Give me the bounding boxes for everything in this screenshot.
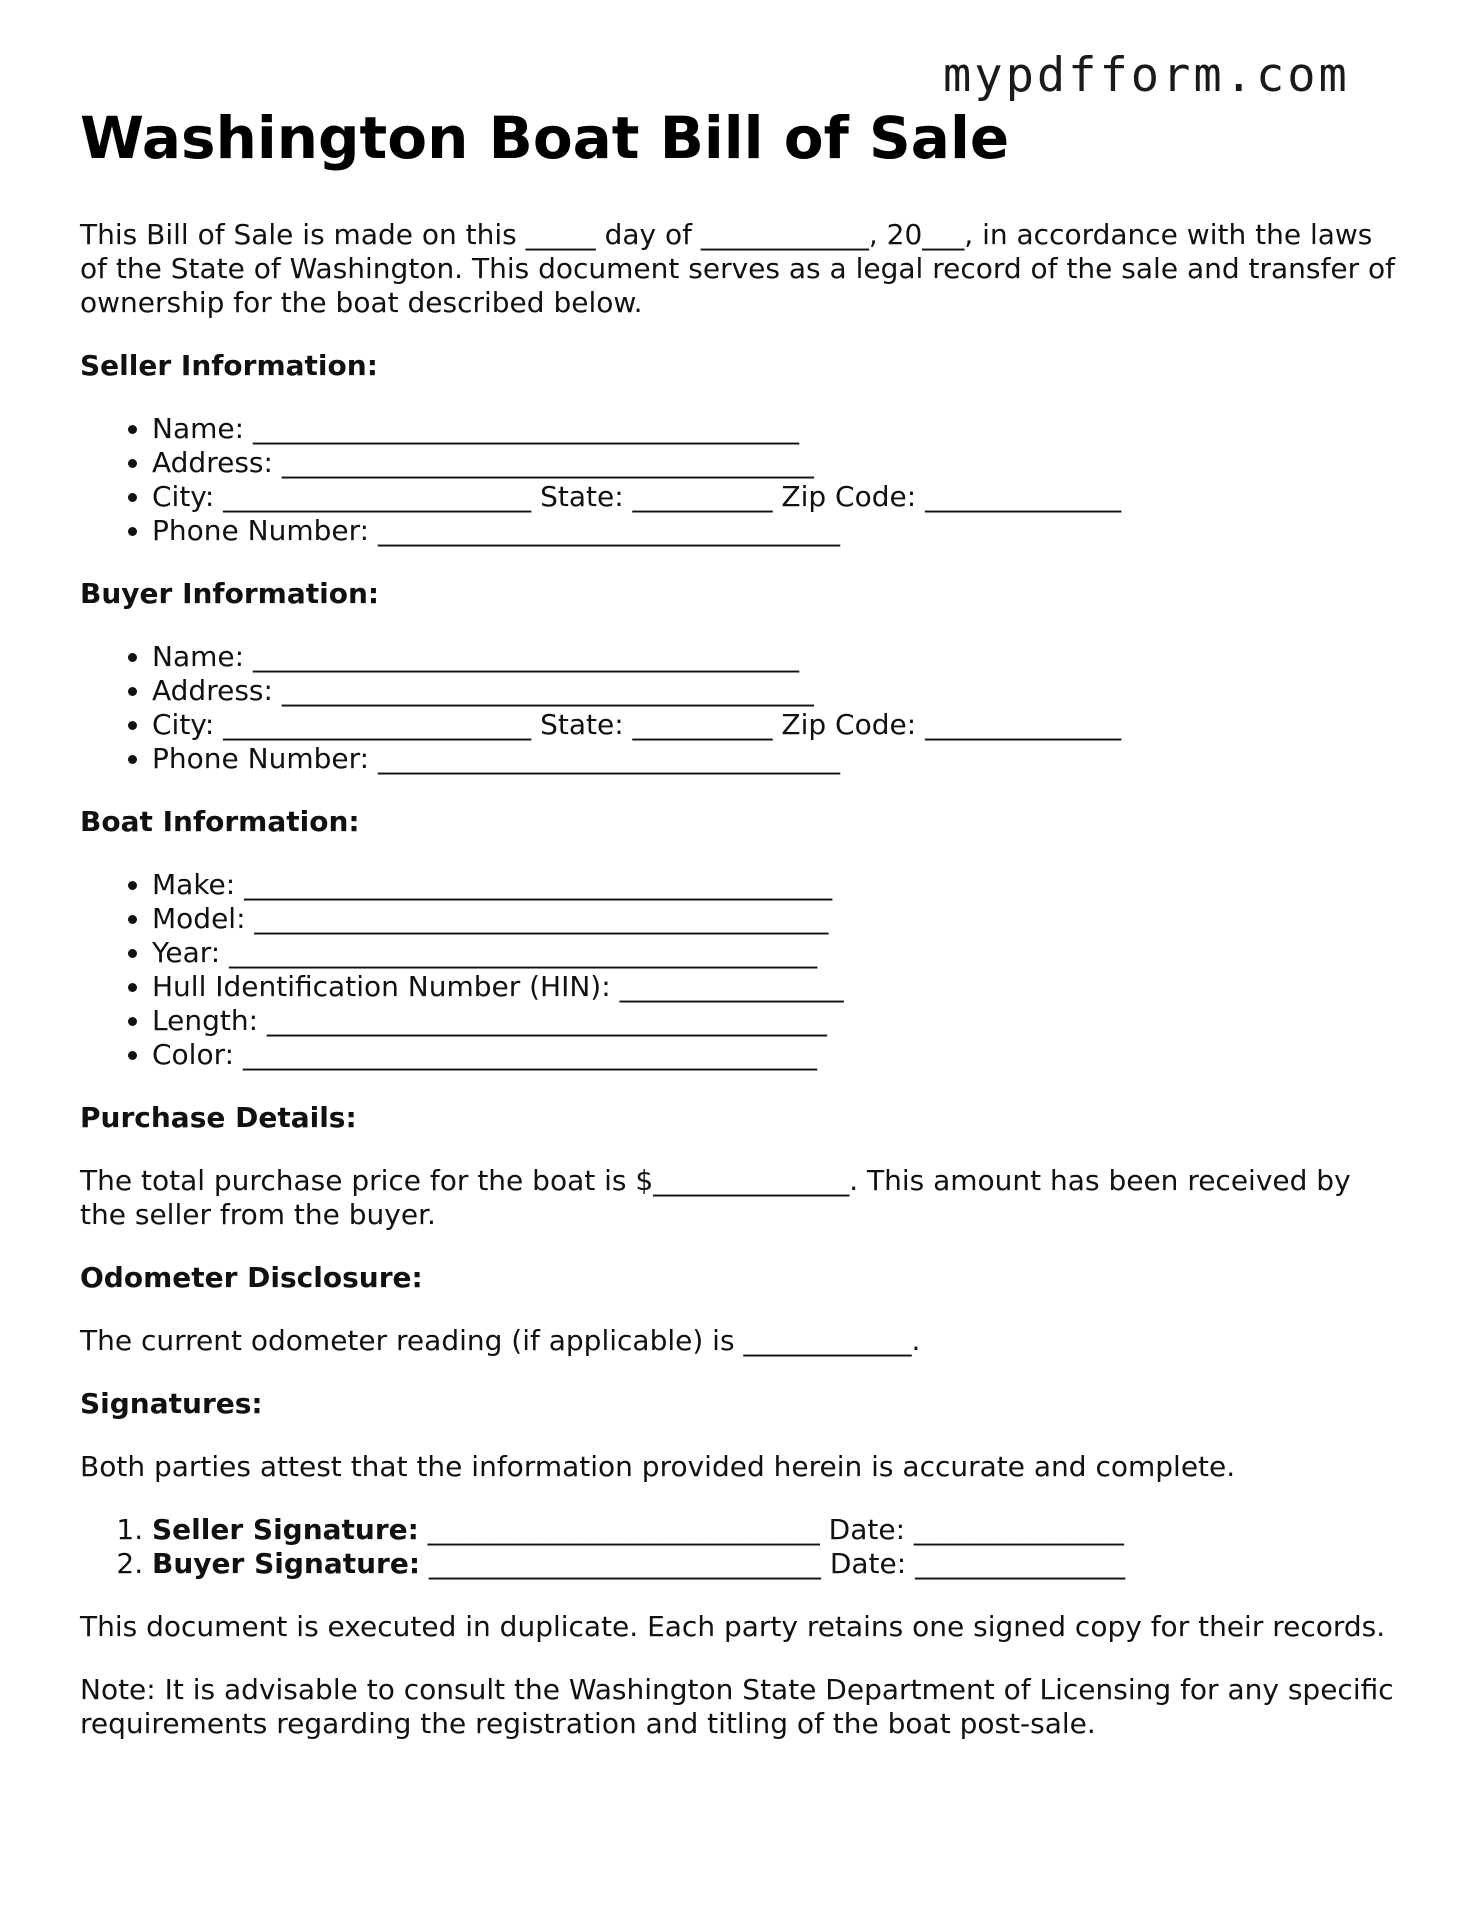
document-page: [80, 100, 1400, 1770]
signatures-paragraph: Both parties attest that the information provided herein is accurate and complete.: [80, 1450, 1236, 1483]
buyer-phone-line: • Phone Number: _________________________________: [152, 742, 1400, 776]
note-paragraph: Note: It is advisable to consult the Washington State Department of Licensing for any specific requirements regarding the registration and titling of the boat post-sale.: [80, 1673, 1394, 1740]
buyer-signature-blank: ____________________________ Date: _______________: [420, 1547, 1126, 1580]
duplicate-paragraph: This document is executed in duplicate. Each party retains one signed copy for their records.: [80, 1610, 1386, 1643]
odometer-heading: Odometer Disclosure:: [80, 1261, 423, 1294]
buyer-city-line: • City: ______________________ State: __________ Zip Code: ______________: [152, 708, 1400, 742]
boat-make-line: • Make: __________________________________________: [152, 868, 1400, 902]
signature-list: [80, 1513, 1400, 1581]
boat-color-line: • Color: _________________________________________: [152, 1038, 1400, 1072]
boat-heading: Boat Information:: [80, 805, 360, 838]
seller-heading: Seller Information:: [80, 349, 378, 382]
seller-signature-line: [152, 1513, 1400, 1547]
seller-address-line: • Address: ______________________________________: [152, 446, 1400, 480]
watermark: mypdfform.com: [943, 48, 1350, 103]
buyer-signature-line: [152, 1547, 1400, 1581]
buyer-list: [80, 640, 1400, 776]
seller-city-line: • City: ______________________ State: __________ Zip Code: ______________: [152, 480, 1400, 514]
buyer-name-line: • Name: _______________________________________: [152, 640, 1400, 674]
boat-list: [80, 868, 1400, 1072]
intro-paragraph: This Bill of Sale is made on this _____ day of ____________, 20___, in accordance with the laws of the State of Washington. This document serves as a legal record of the sale and transfer of ownership for the boat described below.: [80, 218, 1395, 319]
page-title: Washington Boat Bill of Sale: [80, 104, 1010, 172]
seller-signature-blank: ____________________________ Date: _______________: [418, 1513, 1124, 1546]
seller-phone-line: • Phone Number: _________________________________: [152, 514, 1400, 548]
purchase-paragraph: The total purchase price for the boat is $______________. This amount has been received by the seller from the buyer.: [80, 1164, 1351, 1231]
buyer-heading: Buyer Information:: [80, 577, 380, 610]
odometer-paragraph: The current odometer reading (if applicable) is ____________.: [80, 1324, 921, 1357]
purchase-heading: Purchase Details:: [80, 1101, 357, 1134]
seller-name-line: • Name: _______________________________________: [152, 412, 1400, 446]
buyer-signature-label: Buyer Signature:: [152, 1547, 421, 1580]
buyer-address-line: • Address: ______________________________________: [152, 674, 1400, 708]
seller-signature-label: Seller Signature:: [152, 1513, 419, 1546]
boat-year-line: • Year: __________________________________________: [152, 936, 1400, 970]
boat-hin-line: • Hull Identification Number (HIN): ________________: [152, 970, 1400, 1004]
boat-model-line: • Model: _________________________________________: [152, 902, 1400, 936]
seller-list: [80, 412, 1400, 548]
boat-length-line: • Length: ________________________________________: [152, 1004, 1400, 1038]
signatures-heading: Signatures:: [80, 1387, 263, 1420]
